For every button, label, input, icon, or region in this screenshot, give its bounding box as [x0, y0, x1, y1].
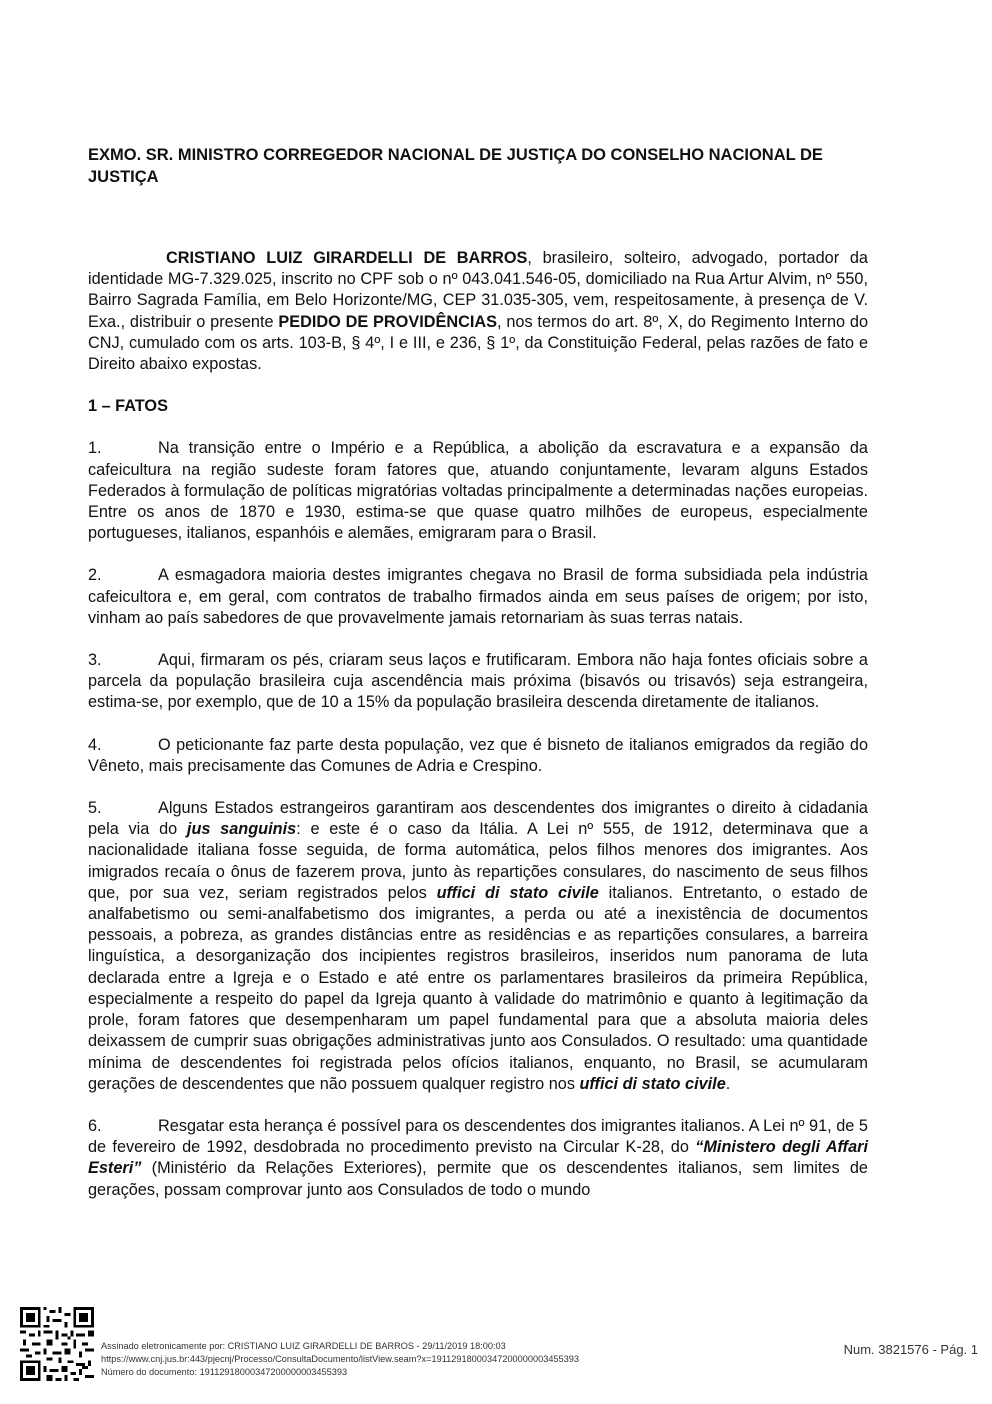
paragraph-number: 1. — [88, 439, 102, 458]
paragraph-6 — [88, 1116, 868, 1201]
paragraph-number: 2. — [88, 566, 102, 585]
latin-term: jus sanguinis — [186, 820, 297, 839]
paragraph-number: 3. — [88, 651, 102, 670]
paragraph-2 — [88, 565, 868, 629]
paragraph-text: italianos. Entretanto, o estado de analfabetismo ou semi-analfabetismo dos imigrantes, a perda ou até a inexistência de documentos pessoais, a pobreza, as grandes distâncias entre as residências e as repartições consulares, a barreira linguística, a desorganização dos incipientes registros brasileiros, inseridos num panorama de luta declarada entre a Igreja e o Estado e até entre os parlamentares brasileiros da primeira República, especialmente a respeito do papel da Igreja quanto à validade do matrimônio e quanto à legitimação da prole, foram fatores que desempenharam um papel fundamental para que a absoluta maioria deles deixassem de cumprir suas obrigações administrativas junto aos Consulados. O resultado: uma quantidade mínima de descendentes foi registrada pelos ofícios italianos, enquanto, no Brasil, se acumularam gerações de descendentes que não possuem qualquer registro nos — [88, 883, 868, 1093]
paragraph-number: 5. — [88, 799, 102, 818]
italian-term: uffici di stato civile — [579, 1074, 726, 1093]
italian-term: uffici di stato civile — [436, 883, 599, 902]
page-number: Num. 3821576 - Pág. 1 — [843, 1342, 978, 1357]
paragraph-text: O peticionante faz parte desta população, vez que é bisneto de italianos emigrados da região do Vêneto, mais precisamente das Comunes de Adria e Crespino. — [88, 735, 868, 775]
paragraph-text: (Ministério da Relações Exteriores), permite que os descendentes italianos, sem limites de gerações, possam comprovar junto aos Consulados de todo o mundo — [88, 1159, 868, 1199]
italian-term: “Ministero degli Affari Esteri” — [88, 1138, 869, 1178]
qr-code-icon — [20, 1307, 94, 1381]
paragraph-text: : e este é o caso da Itália. A Lei nº 555, de 1912, determinava que a nacionalidade italiana fosse seguida, de forma automática, pelos filhos menores dos imigrantes. Aos imigrados recaía o ônus de fazerem prova, junto às repartições consulares, do nascimento de seus filhos que, por sua vez, seriam registrados pelos — [88, 820, 868, 902]
paragraph-1 — [88, 438, 868, 544]
document-body — [88, 248, 868, 1222]
paragraph-5 — [88, 798, 868, 1095]
paragraph-text: Resgatar esta herança é possível para os descendentes dos imigrantes italianos. A Lei nº 91, de 5 de fevereiro de 1992, desdobrada no procedimento previsto na Circular K-28, do — [88, 1116, 868, 1157]
paragraph-text: . — [725, 1074, 731, 1093]
document-number: Número do documento: 19112918000347200000003455393 — [101, 1367, 348, 1377]
intro-text-2: , nos termos do art. 8º, X, do Regimento Interno do CNJ, cumulado com os arts. 103-B, § 4º, I e III, e 236, § 1º, da Constituição Federal, pelas razões de fato e Direito abaixo expostas. — [88, 312, 868, 374]
paragraph-4 — [88, 735, 868, 777]
signature-block — [101, 1340, 579, 1379]
paragraph-3 — [88, 650, 868, 714]
intro-text-1: , brasileiro, solteiro, advogado, portador da identidade MG-7.329.025, inscrito no CPF sob o nº 043.041.546-05, domiciliado na Rua Artur Alvim, nº 550, Bairro Sagrada Família, em Belo Horizonte/MG, CEP 31.035-305, vem, respeitosamente, à presença de V. Exa., distribuir o presente — [88, 249, 868, 331]
intro-paragraph — [88, 248, 868, 375]
paragraph-text: Aqui, firmaram os pés, criaram seus laços e frutificaram. Embora não haja fontes oficiais sobre a parcela da população brasileira cuja ascendência mais próxima (bisavós ou trisavós) seja estrangeira, estima-se, por exemplo, que de 10 a 15% da população brasileira descenda diretamente de italianos. — [88, 651, 868, 712]
paragraph-number: 6. — [88, 1116, 102, 1135]
request-title: PEDIDO DE PROVIDÊNCIAS — [278, 312, 497, 331]
paragraph-text: Na transição entre o Império e a República, a abolição da escravatura e a expansão da cafeicultura na região sudeste foram fatores que, atuando conjuntamente, levaram alguns Estados Federados à formulação de políticas migratórias voltadas principalmente a determinadas nações europeias. Entre os anos de 1870 e 1930, estima-se que quase quatro milhões de europeus, especialmente portugueses, italianos, espanhóis e alemães, emigraram para o Brasil. — [88, 439, 868, 543]
section-title: 1 – FATOS — [88, 397, 168, 416]
paragraph-number: 4. — [88, 735, 102, 754]
paragraph-text: Alguns Estados estrangeiros garantiram aos descendentes dos imigrantes o direito à cidadania pela via do — [88, 799, 868, 839]
document-url[interactable]: https://www.cnj.jus.br:443/pjecnj/Processo/ConsultaDocumento/listView.seam?x=19112918000347200000003455393 — [101, 1354, 579, 1364]
document-heading: EXMO. SR. MINISTRO CORREGEDOR NACIONAL DE JUSTIÇA DO CONSELHO NACIONAL DE JUSTIÇA — [88, 146, 823, 186]
document-footer — [0, 1300, 992, 1400]
petitioner-name: CRISTIANO LUIZ GIRARDELLI DE BARROS — [166, 249, 528, 267]
signature-line: Assinado eletronicamente por: CRISTIANO LUIZ GIRARDELLI DE BARROS - 29/11/2019 18:00:03 — [101, 1341, 506, 1351]
paragraph-text: A esmagadora maioria destes imigrantes chegava no Brasil de forma subsidiada pela indústria cafeicultora e, em geral, com contratos de trabalho firmados ainda em seus países de origem; por isto, vinham ao país sabedores de que provavelmente jamais retornariam às suas terras natais. — [88, 566, 868, 627]
